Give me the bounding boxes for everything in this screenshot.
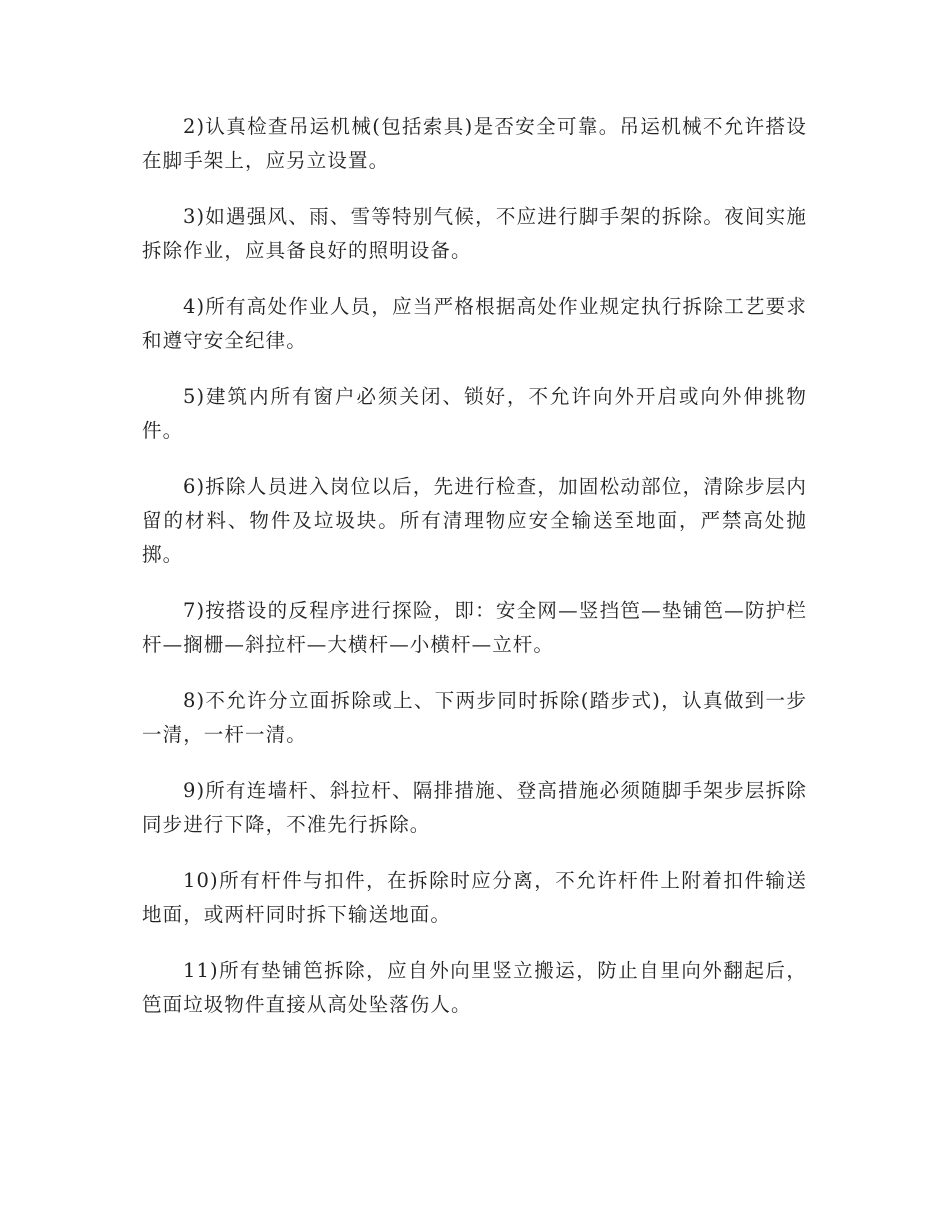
paragraph-item-8: 8)不允许分立面拆除或上、下两步同时拆除(踏步式)，认真做到一步一清，一杆一清。: [142, 689, 807, 746]
paragraph-item-11: 11)所有垫铺笆拆除，应自外向里竖立搬运，防止自里向外翻起后，笆面垃圾物件直接从高处坠落伤人。: [142, 959, 807, 1016]
paragraph-item-2: 2)认真检查吊运机械(包括索具)是否安全可靠。吊运机械不允许搭设在脚手架上，应另立设置。: [142, 115, 807, 172]
paragraph-item-5: 5)建筑内所有窗户必须关闭、锁好，不允许向外开启或向外伸挑物件。: [142, 385, 807, 442]
paragraph-item-10: 10)所有杆件与扣件，在拆除时应分离，不允许杆件上附着扣件输送地面，或两杆同时拆下输送地面。: [142, 869, 807, 926]
paragraph-item-3: 3)如遇强风、雨、雪等特别气候，不应进行脚手架的拆除。夜间实施拆除作业，应具备良好的照明设备。: [142, 205, 807, 262]
paragraph-item-7: 7)按搭设的反程序进行探险，即：安全网—竖挡笆—垫铺笆—防护栏杆—搁栅—斜拉杆—大横杆—小横杆—立杆。: [142, 599, 807, 656]
paragraph-item-6: 6)拆除人员进入岗位以后，先进行检查，加固松动部位，清除步层内留的材料、物件及垃圾块。所有清理物应安全输送至地面，严禁高处抛掷。: [142, 475, 807, 566]
document-body: [142, 110, 807, 1044]
paragraph-item-4: 4)所有高处作业人员，应当严格根据高处作业规定执行拆除工艺要求和遵守安全纪律。: [142, 295, 807, 352]
paragraph-item-9: 9)所有连墙杆、斜拉杆、隔排措施、登高措施必须随脚手架步层拆除同步进行下降，不准先行拆除。: [142, 779, 807, 836]
